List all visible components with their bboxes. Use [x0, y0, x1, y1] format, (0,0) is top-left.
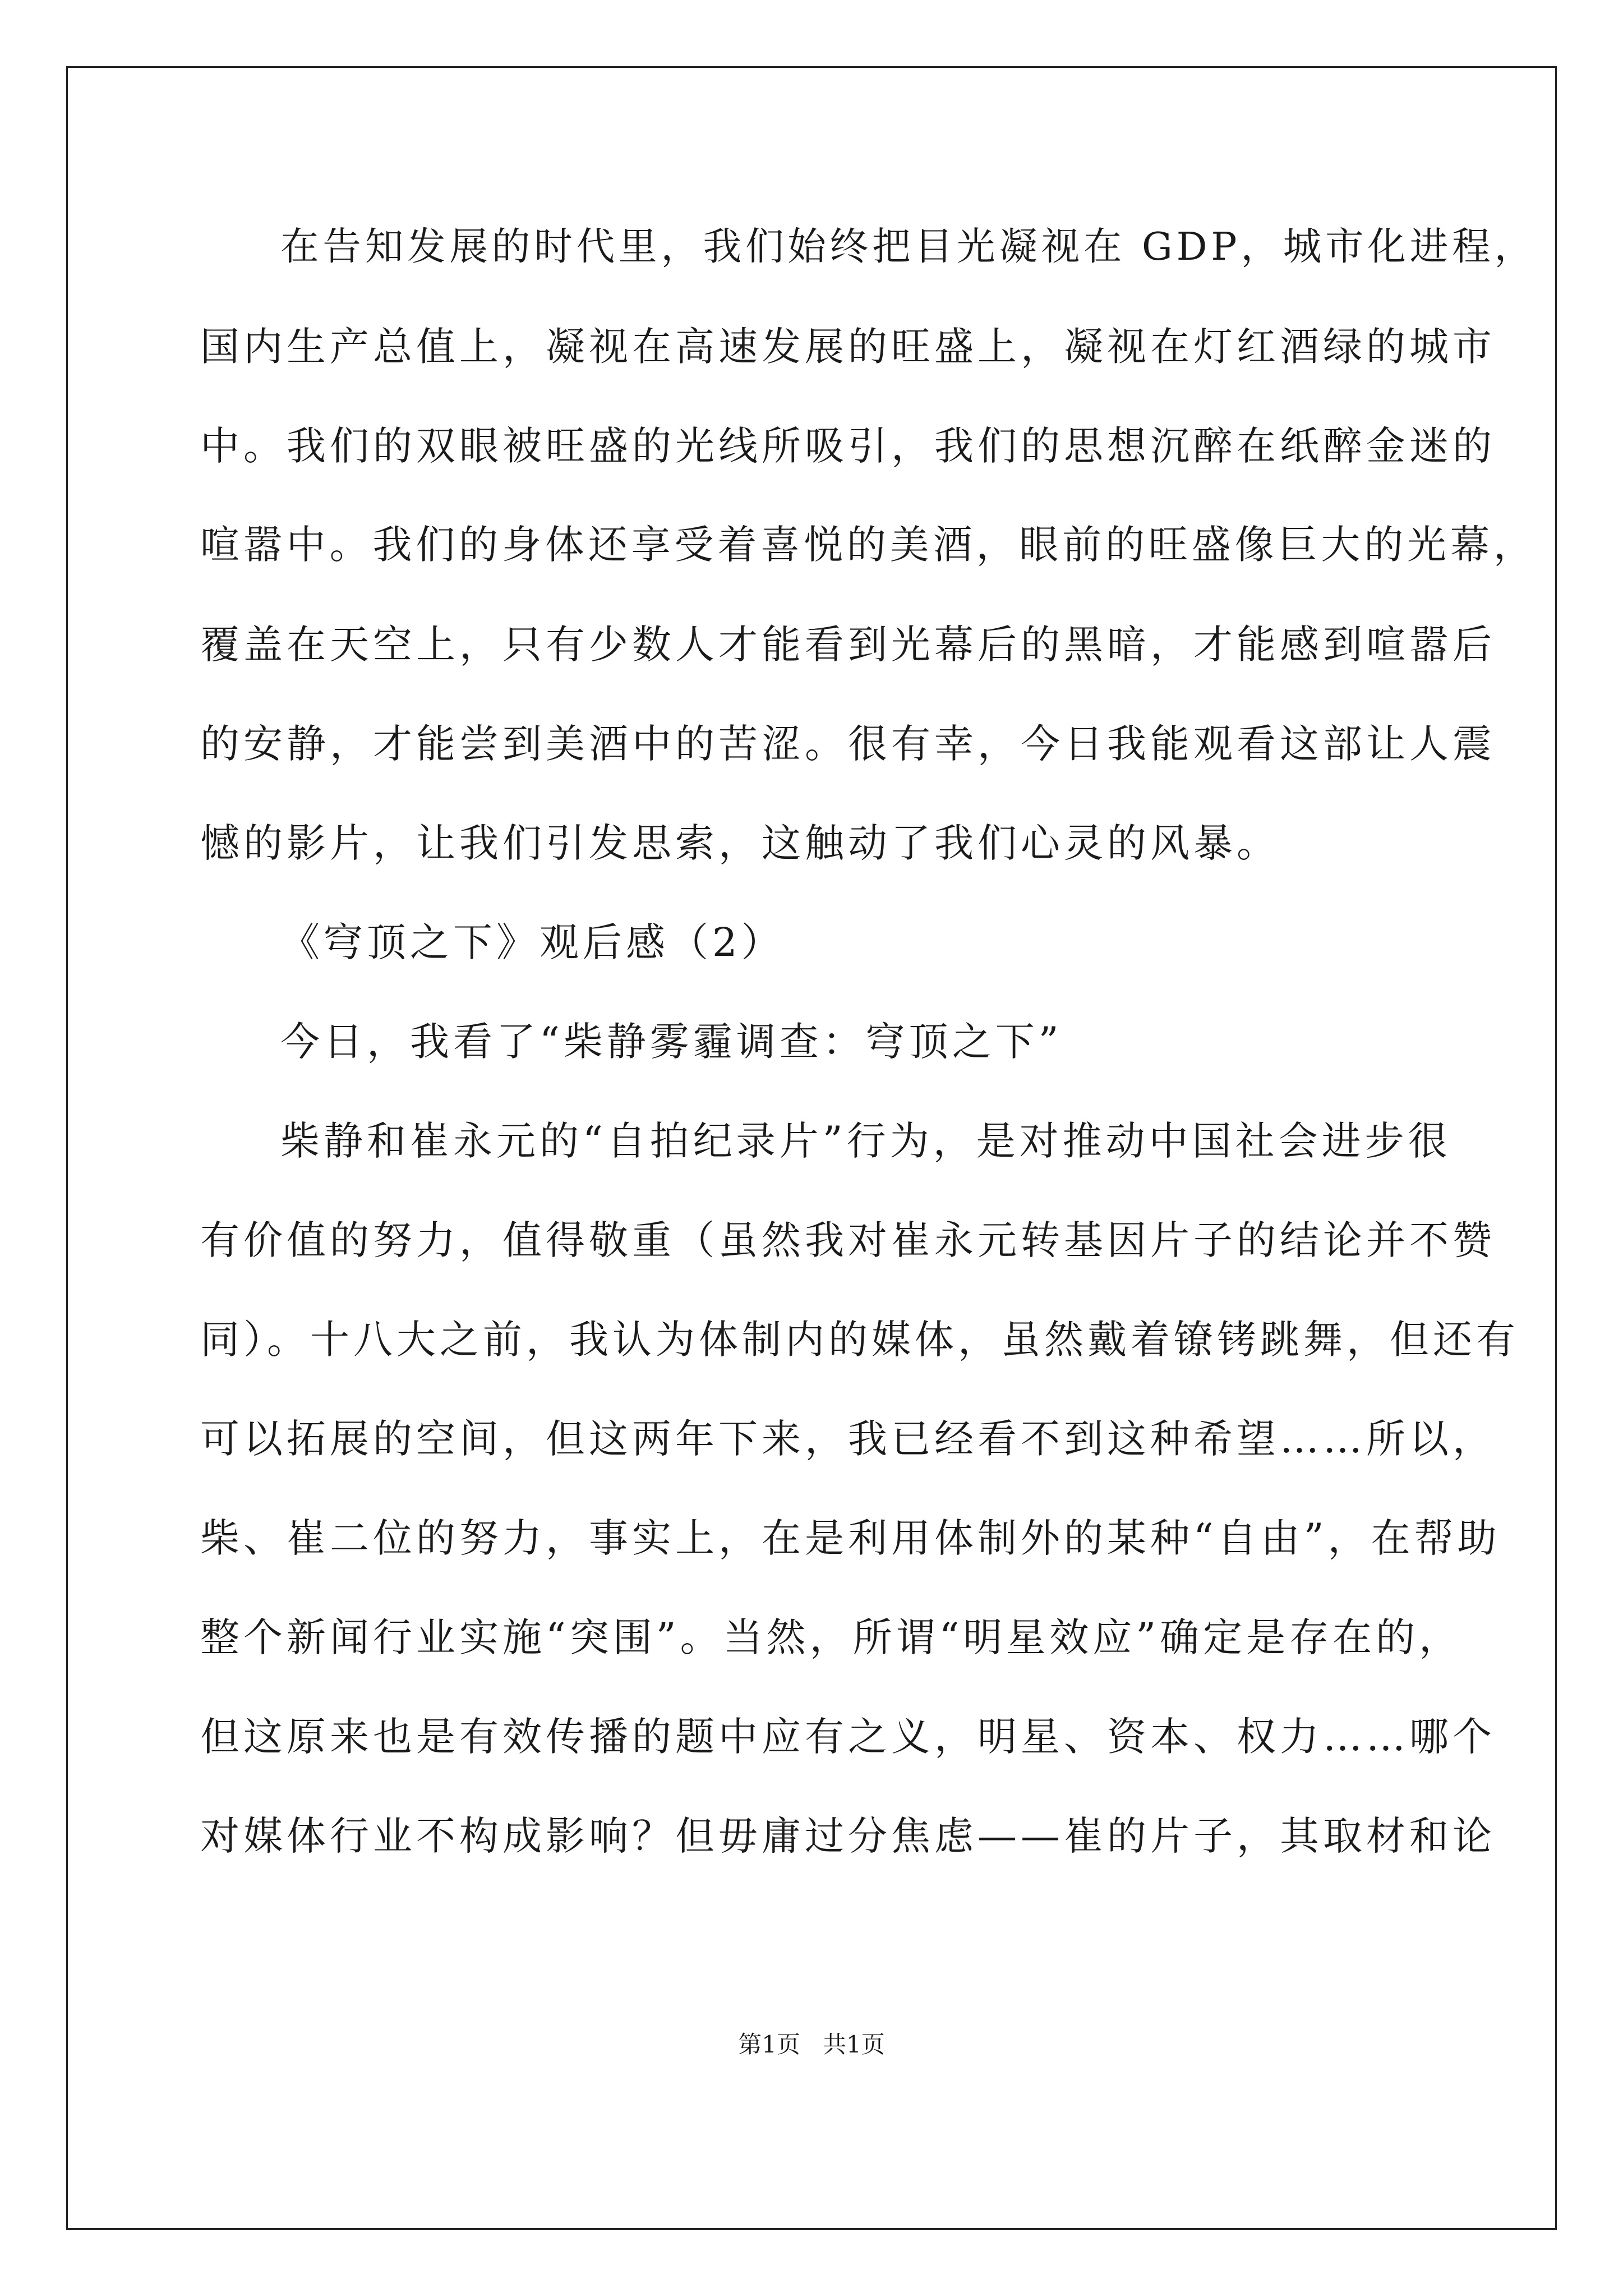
paragraph-line: 同）。十八大之前，我认为体制内的媒体，虽然戴着镣铐跳舞，但还有 [200, 1317, 1519, 1363]
paragraph-line: 喧嚣中。我们的身体还享受着喜悦的美酒，眼前的旺盛像巨大的光幕， [200, 522, 1537, 568]
paragraph-line: 在告知发展的时代里，我们始终把目光凝视在 GDP，城市化进程， [280, 224, 1537, 269]
paragraph-line: 中。我们的双眼被旺盛的光线所吸引，我们的思想沉醉在纸醉金迷的 [200, 423, 1496, 469]
paragraph-line: 今日，我看了“柴静雾霾调查：穹顶之下” [280, 1019, 1063, 1065]
section-heading: 《穹顶之下》观后感（2） [280, 919, 785, 965]
page-number-footer: 第1页 共1页 [738, 2031, 885, 2058]
paragraph-line: 但这原来也是有效传播的题中应有之义，明星、资本、权力……哪个 [200, 1714, 1496, 1760]
paragraph-line: 憾的影片，让我们引发思索，这触动了我们心灵的风暴。 [200, 820, 1280, 866]
paragraph-line: 柴、崔二位的努力，事实上，在是利用体制外的某种“自由”，在帮助 [200, 1515, 1501, 1561]
paragraph-line: 的安静，才能尝到美酒中的苦涩。很有幸，今日我能观看这部让人震 [200, 721, 1496, 767]
paragraph-line: 整个新闻行业实施“突围”。当然，所谓“明星效应”确定是存在的， [200, 1614, 1463, 1660]
paragraph-line: 可以拓展的空间，但这两年下来，我已经看不到这种希望……所以， [200, 1416, 1496, 1462]
paragraph-line: 覆盖在天空上，只有少数人才能看到光幕后的黑暗，才能感到喧嚣后 [200, 622, 1496, 668]
paragraph-line: 国内生产总值上，凝视在高速发展的旺盛上，凝视在灯红酒绿的城市 [200, 324, 1496, 370]
paragraph-line: 有价值的努力，值得敬重（虽然我对崔永元转基因片子的结论并不赞 [200, 1217, 1496, 1263]
paragraph-line: 柴静和崔永元的“自拍纪录片”行为，是对推动中国社会进步很 [280, 1118, 1451, 1164]
paragraph-line: 对媒体行业不构成影响？但毋庸过分焦虑——崔的片子，其取材和论 [200, 1813, 1496, 1859]
